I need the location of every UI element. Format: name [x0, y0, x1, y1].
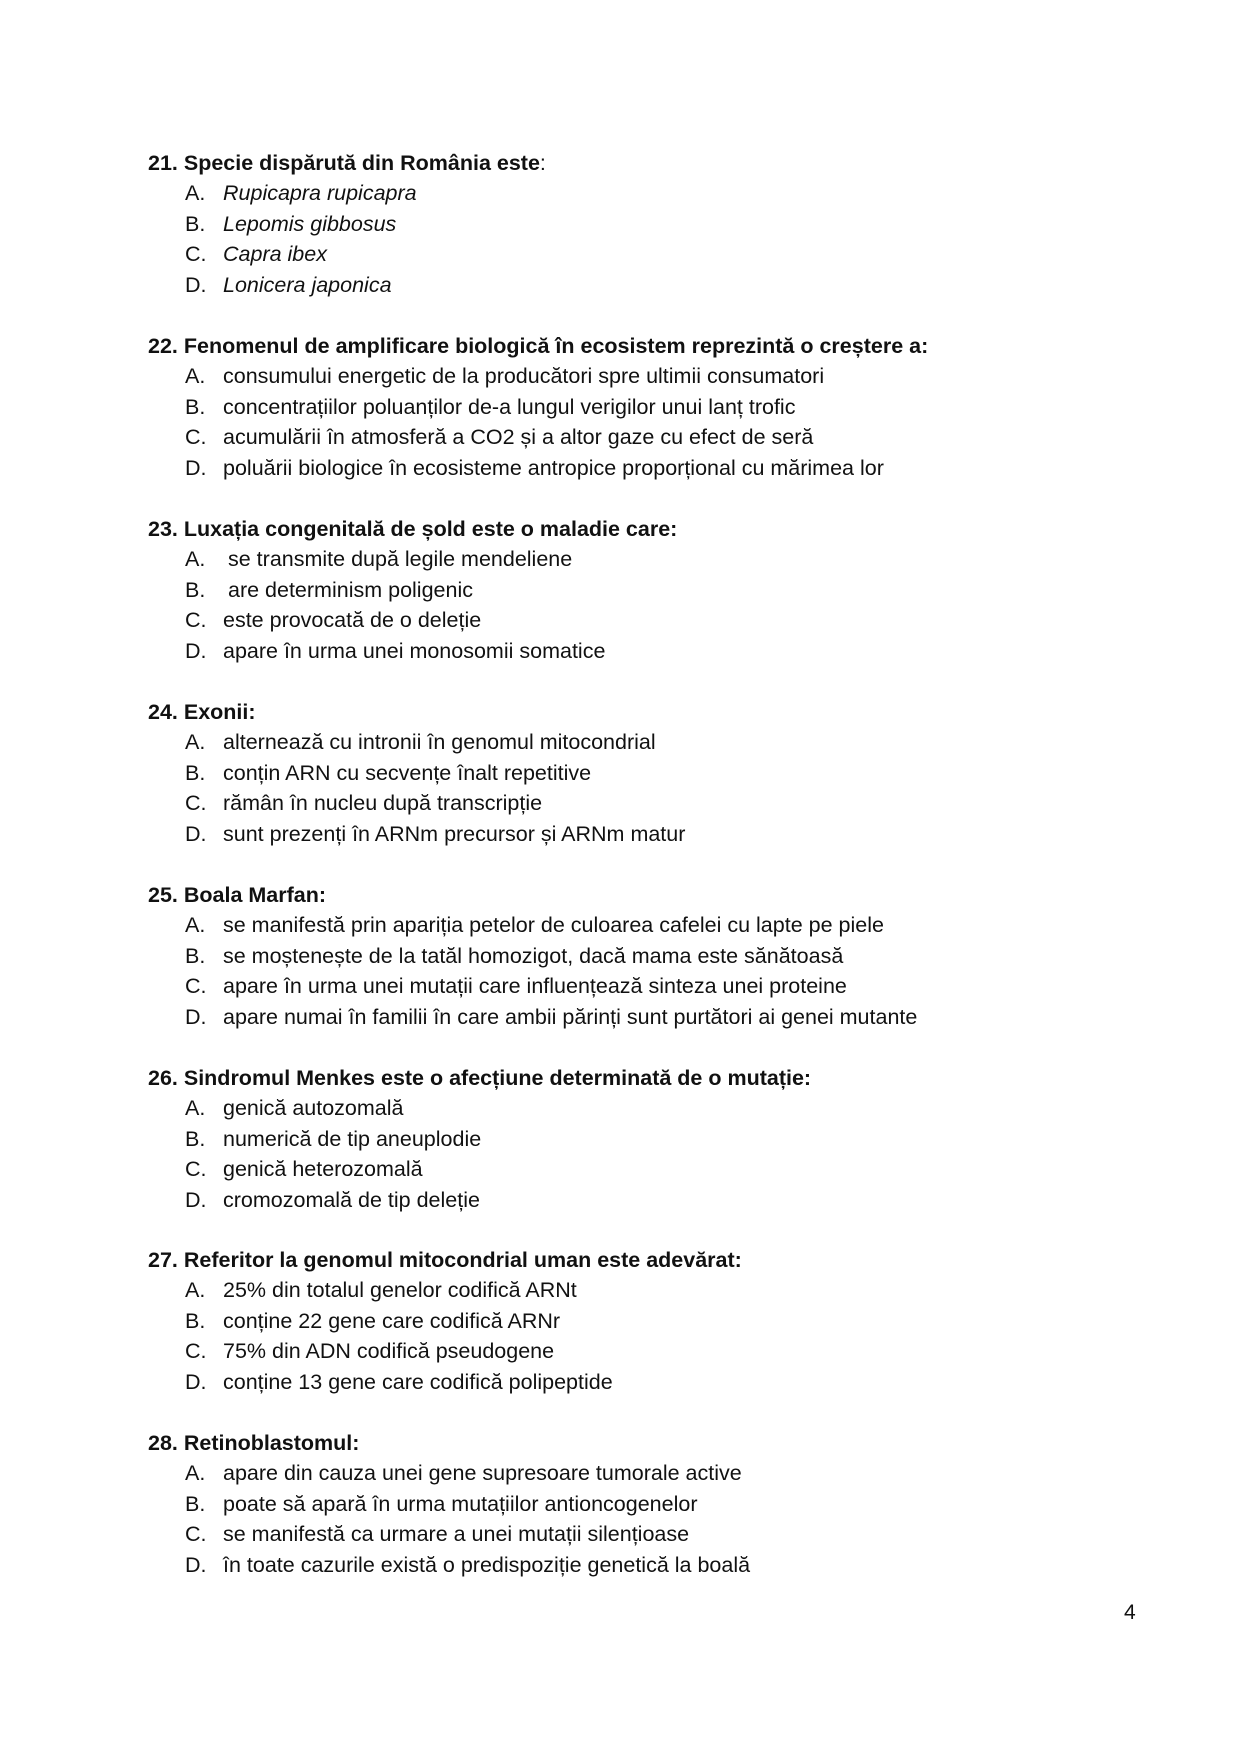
option-a: A. apare din cauza unei gene supresoare tumorale active: [185, 1461, 742, 1485]
option-list: [148, 727, 1148, 850]
question-21: [148, 148, 1148, 301]
option-d: D. apare în urma unei monosomii somatice: [185, 639, 606, 664]
option-a: A. se transmite după legile mendeliene: [185, 547, 573, 571]
option-list: [148, 178, 1148, 301]
question-title: 27. Referitor la genomul mitocondrial uman este adevărat:: [148, 1248, 742, 1272]
option-a: A. genică autozomală: [185, 1096, 404, 1120]
question-25: [148, 880, 1148, 1033]
option-b: B. Lepomis gibbosus: [185, 211, 397, 236]
option-a: A. Rupicapra rupicapra: [185, 181, 417, 205]
question-24: [148, 697, 1148, 850]
question-27: [148, 1245, 1148, 1398]
option-a: A. 25% din totalul genelor codifică ARNt: [185, 1278, 577, 1302]
option-c: C. 75% din ADN codifică pseudogene: [185, 1339, 555, 1364]
option-d: D. apare numai în familii în care ambii părinți sunt purtători ai genei mutante: [185, 1005, 918, 1030]
option-d: D. conține 13 gene care codifică polipeptide: [185, 1370, 613, 1395]
option-a: A. se manifestă prin apariția petelor de culoarea cafelei cu lapte pe piele: [185, 913, 884, 937]
option-c: C. este provocată de o deleție: [185, 608, 482, 633]
option-list: [148, 1275, 1148, 1398]
option-a: A. consumului energetic de la producători spre ultimii consumatori: [185, 364, 825, 388]
question-title: 23. Luxația congenitală de șold este o maladie care:: [148, 517, 678, 541]
question-title: 21. Specie dispărută din România este:: [148, 151, 546, 175]
option-b: B. poate să apară în urma mutațiilor antioncogenelor: [185, 1491, 698, 1516]
question-title: 25. Boala Marfan:: [148, 883, 327, 907]
question-22: [148, 331, 1148, 484]
question-23: [148, 514, 1148, 667]
option-d: D. poluării biologice în ecosisteme antropice proporțional cu mărimea lor: [185, 456, 884, 481]
option-d: D. în toate cazurile există o predispoziție genetică la boală: [185, 1553, 751, 1578]
option-b: B. concentrațiilor poluanților de-a lungul verigilor unui lanț trofic: [185, 394, 796, 419]
option-b: B. se moștenește de la tatăl homozigot, dacă mama este sănătoasă: [185, 943, 844, 968]
option-c: C. rămân în nucleu după transcripție: [185, 791, 543, 816]
option-c: C. apare în urma unei mutații care influențează sinteza unei proteine: [185, 974, 847, 999]
option-c: C. acumulării în atmosferă a CO2 și a altor gaze cu efect de seră: [185, 425, 814, 450]
option-d: D. sunt prezenți în ARNm precursor și ARNm matur: [185, 822, 686, 847]
option-d: D. cromozomală de tip deleție: [185, 1188, 480, 1213]
option-c: C. Capra ibex: [185, 242, 327, 267]
option-a: A. alternează cu intronii în genomul mitocondrial: [185, 730, 656, 754]
question-title: 24. Exonii:: [148, 700, 256, 724]
option-b: B. conțin ARN cu secvențe înalt repetitive: [185, 760, 592, 785]
page-number: 4: [1124, 1601, 1136, 1624]
question-26: [148, 1063, 1148, 1216]
option-list: [148, 1093, 1148, 1216]
question-title: 28. Retinoblastomul:: [148, 1431, 360, 1455]
option-c: C. se manifestă ca urmare a unei mutații silențioase: [185, 1522, 690, 1547]
option-list: [148, 1458, 1148, 1581]
option-list: [148, 361, 1148, 484]
option-b: B. numerică de tip aneuplodie: [185, 1126, 482, 1151]
option-list: [148, 544, 1148, 667]
option-c: C. genică heterozomală: [185, 1157, 423, 1182]
option-list: [148, 910, 1148, 1033]
question-28: [148, 1428, 1148, 1581]
option-d: D. Lonicera japonica: [185, 273, 392, 298]
option-b: B. conține 22 gene care codifică ARNr: [185, 1308, 561, 1333]
question-title: 22. Fenomenul de amplificare biologică în ecosistem reprezintă o creștere a:: [148, 334, 929, 358]
option-b: B. are determinism poligenic: [185, 577, 473, 602]
question-title: 26. Sindromul Menkes este o afecțiune determinată de o mutație:: [148, 1066, 812, 1090]
